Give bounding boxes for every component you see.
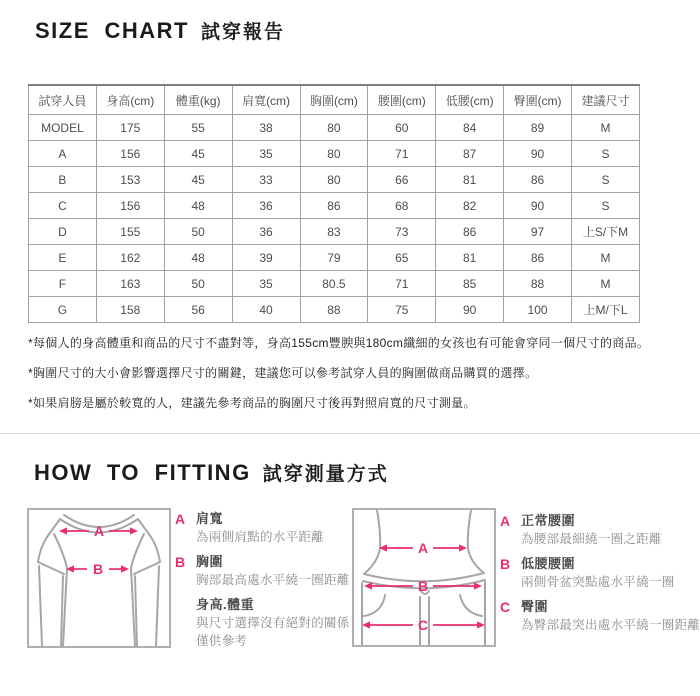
- legend-letter: C: [500, 599, 511, 615]
- table-cell: 35: [232, 271, 300, 297]
- table-row: [29, 193, 640, 219]
- measure-label-c: C: [417, 617, 429, 633]
- table-cell: 155: [96, 219, 164, 245]
- size-chart-heading: [35, 17, 285, 44]
- legend-desc: 為腰部最細繞一圈之距離: [521, 532, 662, 546]
- table-cell: D: [29, 219, 97, 245]
- table-cell: 88: [504, 271, 572, 297]
- table-cell: 48: [164, 193, 232, 219]
- legend-desc: 胸部最高處水平繞一圈距離: [196, 573, 350, 587]
- table-cell: 33: [232, 167, 300, 193]
- low-waist-arrow: [364, 578, 482, 594]
- table-cell: 45: [164, 141, 232, 167]
- table-cell: 89: [504, 115, 572, 141]
- footnote: *胸圍尺寸的大小會影響選擇尺寸的關鍵，建議您可以參考試穿人員的胸圍做商品購買的選擇。: [28, 366, 538, 380]
- table-cell: 68: [368, 193, 436, 219]
- table-cell: 87: [436, 141, 504, 167]
- measure-label-a: A: [93, 523, 105, 539]
- table-cell: 80: [300, 115, 368, 141]
- footnote: *每個人的身高體重和商品的尺寸不盡對等，身高155cm豐腴與180cm纖細的女孩也有可能會穿同一個尺寸的商品。: [28, 336, 650, 350]
- table-cell: 90: [436, 297, 504, 323]
- measure-label-b: B: [417, 578, 429, 594]
- legend-desc: 僅供參考: [196, 634, 248, 648]
- table-cell: M: [572, 245, 640, 271]
- col-header-person: 試穿人員: [29, 85, 97, 115]
- table-cell: M: [572, 115, 640, 141]
- legend-item-height-weight: [175, 596, 350, 650]
- col-header-size: 建議尺寸: [572, 85, 640, 115]
- col-header-lowwaist: 低腰(cm): [436, 85, 504, 115]
- table-cell: 35: [232, 141, 300, 167]
- size-chart-heading-zh: 試穿報告: [201, 22, 286, 43]
- lower-body-diagram: [352, 508, 496, 647]
- table-cell: 上S/下M: [572, 219, 640, 245]
- table-header-row: [29, 85, 640, 115]
- table-cell: 153: [96, 167, 164, 193]
- table-cell: 45: [164, 167, 232, 193]
- table-cell: 73: [368, 219, 436, 245]
- table-row: [29, 167, 640, 193]
- legend-item-bust: [175, 553, 350, 589]
- tshirt-diagram: [27, 508, 171, 648]
- legend-letter: A: [175, 511, 186, 527]
- col-header-waist: 腰圍(cm): [368, 85, 436, 115]
- legend-title: 臀圍: [521, 599, 549, 614]
- table-cell: MODEL: [29, 115, 97, 141]
- table-cell: M: [572, 271, 640, 297]
- table-cell: 86: [436, 219, 504, 245]
- table-cell: 163: [96, 271, 164, 297]
- table-cell: E: [29, 245, 97, 271]
- legend-item-shoulder: [175, 510, 350, 546]
- table-row: [29, 297, 640, 323]
- size-chart-heading-en: SIZE CHART: [35, 18, 189, 43]
- table-cell: S: [572, 167, 640, 193]
- col-header-weight: 體重(kg): [164, 85, 232, 115]
- table-cell: 上M/下L: [572, 297, 640, 323]
- fitting-heading-zh: 試穿測量方式: [262, 464, 389, 485]
- table-cell: 80: [300, 167, 368, 193]
- table-cell: 50: [164, 271, 232, 297]
- legend-title: 身高.體重: [196, 597, 255, 612]
- measure-label-a: A: [417, 540, 429, 556]
- table-cell: 158: [96, 297, 164, 323]
- measure-label-b: B: [92, 561, 104, 577]
- table-cell: 66: [368, 167, 436, 193]
- table-cell: 71: [368, 271, 436, 297]
- table-cell: 83: [300, 219, 368, 245]
- bust-arrow: [66, 561, 129, 577]
- table-cell: 65: [368, 245, 436, 271]
- table-cell: G: [29, 297, 97, 323]
- legend-title: 正常腰圍: [521, 513, 576, 528]
- table-cell: 36: [232, 193, 300, 219]
- table-row: [29, 219, 640, 245]
- fitting-heading-en: HOW TO FITTING: [34, 460, 251, 485]
- table-cell: 156: [96, 193, 164, 219]
- legend-desc: 與尺寸選擇沒有絕對的關係: [196, 616, 350, 630]
- table-cell: 85: [436, 271, 504, 297]
- col-header-bust: 胸圍(cm): [300, 85, 368, 115]
- table-cell: 175: [96, 115, 164, 141]
- legend-desc: 兩側骨盆突點處水平繞一圈: [521, 575, 675, 589]
- table-cell: 88: [300, 297, 368, 323]
- table-cell: 162: [96, 245, 164, 271]
- shirt-legend: [175, 510, 350, 657]
- legend-desc: 為臀部最突出處水平繞一圈距離: [521, 618, 700, 632]
- table-cell: 60: [368, 115, 436, 141]
- table-cell: 38: [232, 115, 300, 141]
- waist-arrow: [379, 540, 467, 556]
- legend-item-hip: [500, 598, 700, 634]
- table-cell: 97: [504, 219, 572, 245]
- table-cell: 100: [504, 297, 572, 323]
- table-cell: F: [29, 271, 97, 297]
- legend-title: 胸圍: [196, 554, 224, 569]
- table-cell: B: [29, 167, 97, 193]
- legend-letter: A: [500, 513, 511, 529]
- legend-title: 肩寬: [196, 511, 224, 526]
- table-cell: 71: [368, 141, 436, 167]
- table-cell: A: [29, 141, 97, 167]
- fitting-heading: [34, 459, 389, 486]
- table-cell: 39: [232, 245, 300, 271]
- table-cell: 56: [164, 297, 232, 323]
- section-divider: [0, 433, 700, 434]
- footnote: *如果肩膀是屬於較寬的人，建議先參考商品的胸圍尺寸後再對照肩寬的尺寸測量。: [28, 396, 476, 410]
- table-cell: 50: [164, 219, 232, 245]
- col-header-hip: 臀圍(cm): [504, 85, 572, 115]
- table-cell: 156: [96, 141, 164, 167]
- legend-item-waist: [500, 512, 695, 548]
- col-header-shoulder: 肩寬(cm): [232, 85, 300, 115]
- col-header-height: 身高(cm): [96, 85, 164, 115]
- table-cell: C: [29, 193, 97, 219]
- table-row: [29, 245, 640, 271]
- table-cell: 90: [504, 141, 572, 167]
- table-cell: 36: [232, 219, 300, 245]
- table-cell: 82: [436, 193, 504, 219]
- table-cell: 86: [300, 193, 368, 219]
- table-cell: 81: [436, 167, 504, 193]
- legend-item-low-waist: [500, 555, 695, 591]
- table-cell: 84: [436, 115, 504, 141]
- table-cell: 81: [436, 245, 504, 271]
- legend-letter: B: [500, 556, 511, 572]
- table-cell: 48: [164, 245, 232, 271]
- lower-body-sketch: [354, 510, 494, 645]
- table-cell: 75: [368, 297, 436, 323]
- table-cell: 90: [504, 193, 572, 219]
- table-cell: 86: [504, 245, 572, 271]
- legend-desc: 為兩側肩點的水平距離: [196, 530, 325, 544]
- table-row: [29, 141, 640, 167]
- table-cell: 80.5: [300, 271, 368, 297]
- pants-legend: [500, 512, 700, 641]
- hip-arrow: [362, 617, 485, 633]
- legend-letter: B: [175, 554, 186, 570]
- table-cell: S: [572, 141, 640, 167]
- table-row: [29, 271, 640, 297]
- table-cell: 40: [232, 297, 300, 323]
- table-cell: 55: [164, 115, 232, 141]
- table-cell: S: [572, 193, 640, 219]
- size-chart-table: [28, 84, 640, 323]
- table-cell: 86: [504, 167, 572, 193]
- table-row: [29, 115, 640, 141]
- tshirt-sketch: [29, 510, 169, 646]
- table-cell: 79: [300, 245, 368, 271]
- legend-title: 低腰腰圍: [521, 556, 576, 571]
- table-cell: 80: [300, 141, 368, 167]
